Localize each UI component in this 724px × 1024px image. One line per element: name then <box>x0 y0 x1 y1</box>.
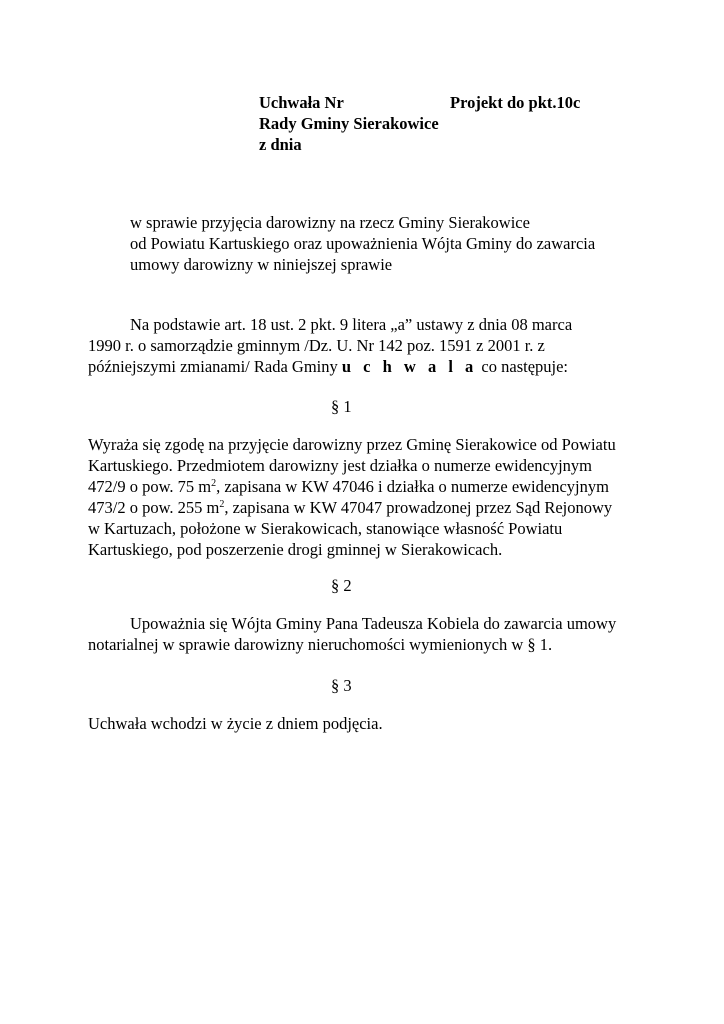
superscript-2: 2 <box>211 478 217 489</box>
section-1-line-3 <box>88 476 609 497</box>
preamble-line-3 <box>88 356 568 377</box>
superscript-2: 2 <box>219 499 225 510</box>
preamble-line-1: Na podstawie art. 18 ust. 2 pkt. 9 litera „a” ustawy z dnia 08 marca <box>130 315 573 334</box>
section-1-line-6: Kartuskiego, pod poszerzenie drogi gminnej w Sierakowicach. <box>88 540 503 559</box>
section-1-line-5: w Kartuzach, położone w Sierakowicach, stanowiące własność Powiatu <box>88 519 563 538</box>
subject-line-3: umowy darowizny w niniejszej sprawie <box>130 255 393 274</box>
section-1-line-3-end: , zapisana w KW 47046 i działka o numerze ewidencyjnym <box>216 477 609 496</box>
section-1-line-1: Wyraża się zgodę na przyjęcie darowizny przez Gminę Sierakowice od Powiatu <box>88 435 616 454</box>
section-1-line-4 <box>88 497 612 518</box>
preamble-line-3-start: późniejszymi zmianami/ Rada Gminy <box>88 357 342 376</box>
subject-line-2: od Powiatu Kartuskiego oraz upoważnienia Wójta Gminy do zawarcia <box>130 234 596 253</box>
section-2-line-1: Upoważnia się Wójta Gminy Pana Tadeusza Kobiela do zawarcia umowy <box>130 614 617 633</box>
section-1-line-3-start: 472/9 o pow. 75 m <box>88 477 212 496</box>
preamble-line-3-end: co następuje: <box>477 357 569 376</box>
section-2-line-2: notarialnej w sprawie darowizny nieruchomości wymienionych w § 1. <box>88 635 553 654</box>
resolves-word: u c h w a l a <box>341 357 478 376</box>
subject-line-1: w sprawie przyjęcia darowizny na rzecz Gminy Sierakowice <box>130 213 530 232</box>
section-1-line-2: Kartuskiego. Przedmiotem darowizny jest działka o numerze ewidencyjnym <box>88 456 593 475</box>
section-3-line-1: Uchwała wchodzi w życie z dniem podjęcia. <box>88 714 383 733</box>
section-1-heading: § 1 <box>331 397 352 416</box>
section-1-line-4-start: 473/2 o pow. 255 m <box>88 498 220 517</box>
section-2-heading: § 2 <box>331 576 352 595</box>
project-label: Projekt do pkt.10c <box>450 93 581 112</box>
resolution-title-date: z dnia <box>259 135 302 154</box>
section-1-line-4-end: , zapisana w KW 47047 prowadzonej przez Sąd Rejonowy <box>224 498 613 517</box>
preamble-line-2: 1990 r. o samorządzie gminnym /Dz. U. Nr 142 poz. 1591 z 2001 r. z <box>88 336 545 355</box>
section-3-heading: § 3 <box>331 676 352 695</box>
resolution-title-number: Uchwała Nr <box>259 93 344 112</box>
resolution-title-council: Rady Gminy Sierakowice <box>259 114 439 133</box>
